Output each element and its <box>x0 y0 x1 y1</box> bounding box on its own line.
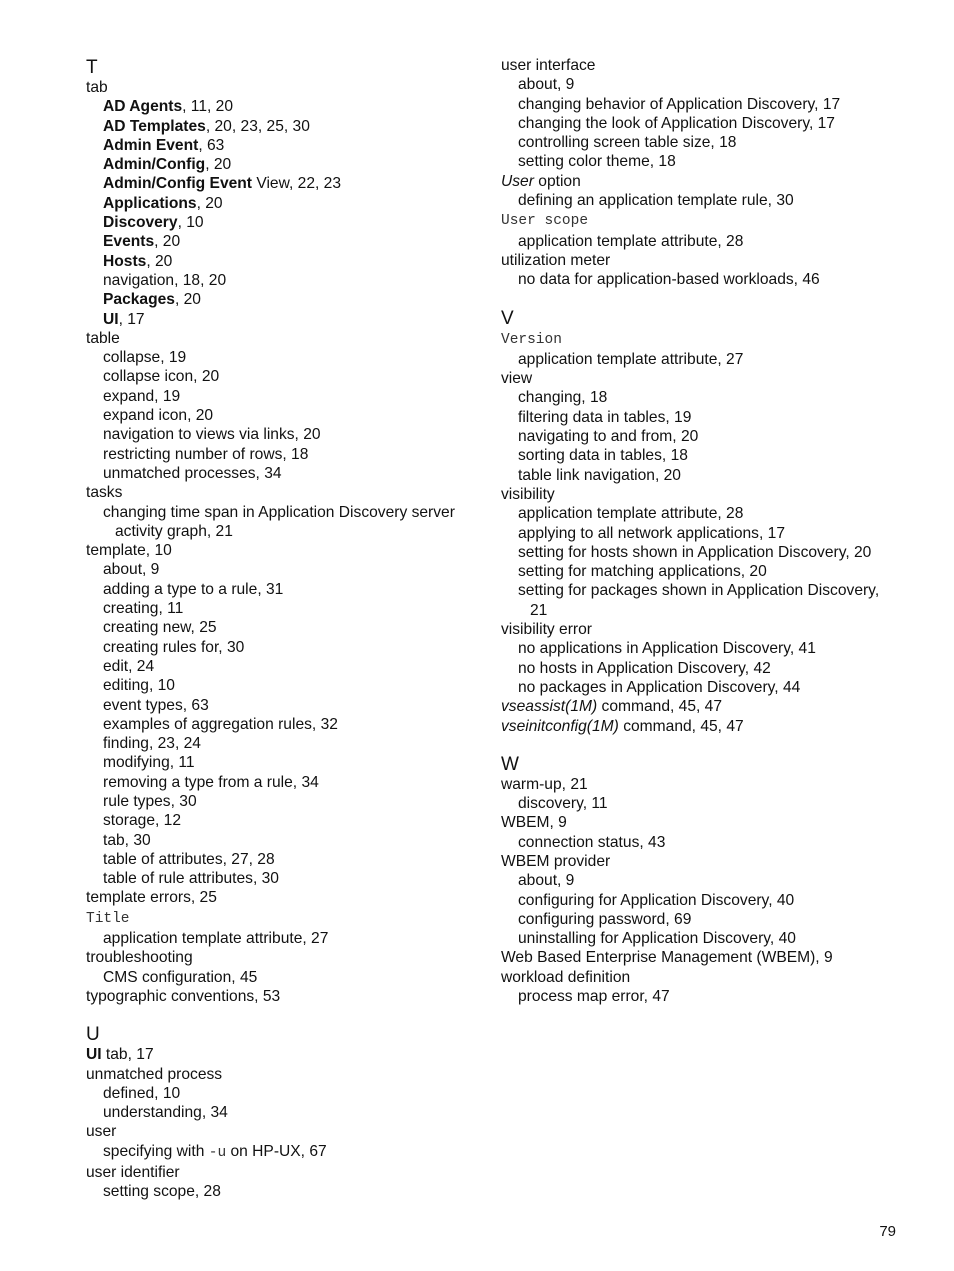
entry-text: changing, 18 <box>518 389 608 407</box>
entry-text: application template attribute, 27 <box>103 930 329 948</box>
entry-text: Web Based Enterprise Management (WBEM), 9 <box>501 949 833 967</box>
entry-text: filtering data in tables, 19 <box>518 408 692 426</box>
index-subterm <box>501 659 901 678</box>
index-term <box>501 369 901 388</box>
entry-text: configuring password, 69 <box>518 910 692 928</box>
entry-text: navigation, 18, 20 <box>103 271 227 289</box>
entry-text: vseinitconfig(1M) <box>501 717 619 735</box>
index-subterm <box>501 427 901 446</box>
entry-text: Discovery <box>103 214 178 232</box>
index-term <box>501 210 901 231</box>
index-term <box>501 968 901 987</box>
entry-text: UI <box>103 310 119 328</box>
entry-text: creating rules for, 30 <box>103 638 245 656</box>
entry-text: user <box>86 1123 117 1141</box>
entry-text: Admin/Config <box>103 156 206 174</box>
index-term <box>501 172 901 191</box>
entry-text: changing time span in Application Discovery server <box>103 503 455 521</box>
index-subterm <box>86 522 476 541</box>
index-subterm <box>501 891 901 910</box>
entry-text: UI <box>86 1046 102 1064</box>
index-term <box>86 78 476 97</box>
entry-text: edit, 24 <box>103 657 155 675</box>
page-number: 79 <box>879 1223 896 1240</box>
entry-text: table of attributes, 27, 28 <box>103 850 275 868</box>
index-subterm <box>501 524 901 543</box>
entry-text: tab <box>86 79 108 96</box>
entry-text: Admin/Config Event <box>103 175 253 193</box>
entry-text: application template attribute, 28 <box>518 232 744 250</box>
index-subterm <box>501 152 901 171</box>
index-subterm <box>501 191 901 210</box>
index-term <box>501 620 901 639</box>
entry-text: vseassist(1M) <box>501 698 598 716</box>
entry-text: WBEM provider <box>501 852 611 870</box>
entry-text: User <box>501 172 534 190</box>
entry-text: no applications in Application Discovery, 41 <box>518 640 816 658</box>
entry-text: uninstalling for Application Discovery, 40 <box>518 930 796 948</box>
entry-text: tasks <box>86 484 123 502</box>
index-column-right <box>501 56 901 1006</box>
index-subterm <box>86 290 476 309</box>
index-subterm <box>86 599 476 618</box>
index-subterm <box>501 678 901 697</box>
index-subterm <box>86 715 476 734</box>
entry-text: setting for packages shown in Application Discovery, <box>518 582 880 600</box>
entry-text: option <box>533 172 581 190</box>
index-subterm <box>86 1103 476 1122</box>
index-subterm <box>86 445 476 464</box>
entry-text: , 17 <box>118 310 145 328</box>
section-letter: T <box>86 57 98 78</box>
entry-text: understanding, 34 <box>103 1104 228 1122</box>
index-term <box>86 483 476 502</box>
index-term <box>86 1122 476 1141</box>
index-subterm <box>501 910 901 929</box>
index-term <box>501 251 901 270</box>
index-term <box>501 813 901 832</box>
index-term <box>86 987 476 1006</box>
entry-text: collapse icon, 20 <box>103 368 220 386</box>
index-subterm <box>501 871 901 890</box>
entry-text: view <box>501 370 533 388</box>
entry-text: setting scope, 28 <box>103 1183 221 1201</box>
index-subterm <box>501 95 901 114</box>
entry-text: specifying with <box>103 1142 209 1160</box>
index-subterm <box>86 792 476 811</box>
index-subterm <box>501 833 901 852</box>
index-term <box>501 775 901 794</box>
section-gap <box>86 1006 476 1023</box>
entry-text: command, 45, 47 <box>618 717 744 735</box>
entry-text: editing, 10 <box>103 677 175 695</box>
entry-text: collapse, 19 <box>103 349 187 367</box>
index-subterm <box>86 464 476 483</box>
entry-text: restricting number of rows, 18 <box>103 445 309 463</box>
entry-text: unmatched processes, 34 <box>103 464 282 482</box>
entry-text: expand icon, 20 <box>103 407 214 425</box>
index-subterm <box>501 504 901 523</box>
index-subterm <box>501 270 901 289</box>
entry-text: , 20 <box>205 156 232 174</box>
entry-text: no hosts in Application Discovery, 42 <box>518 659 771 677</box>
index-term <box>86 1065 476 1084</box>
index-subterm <box>86 136 476 155</box>
index-term <box>501 948 901 967</box>
index-subterm <box>86 831 476 850</box>
index-subterm <box>86 869 476 888</box>
index-subterm <box>501 408 901 427</box>
entry-text: visibility <box>501 485 555 503</box>
entry-text: Hosts <box>103 252 147 270</box>
entry-text: setting for hosts shown in Application Discovery, 20 <box>518 543 872 561</box>
index-subterm <box>86 850 476 869</box>
entry-text: application template attribute, 27 <box>518 350 744 368</box>
entry-text: process map error, 47 <box>518 988 670 1006</box>
entry-text: Title <box>86 910 130 927</box>
entry-text: -u <box>208 1144 227 1161</box>
index-subterm <box>501 543 901 562</box>
index-term <box>86 1163 476 1182</box>
index-subterm <box>86 310 476 329</box>
section-gap <box>501 736 901 753</box>
index-subterm <box>501 133 901 152</box>
entry-text: setting for matching applications, 20 <box>518 563 767 581</box>
entry-text: rule types, 30 <box>103 792 197 810</box>
index-term <box>501 697 901 716</box>
index-subterm <box>86 657 476 676</box>
index-subterm <box>86 968 476 987</box>
entry-text: 21 <box>530 601 548 619</box>
entry-text: controlling screen table size, 18 <box>518 134 737 152</box>
entry-text: creating, 11 <box>103 600 184 618</box>
entry-text: user identifier <box>86 1164 180 1182</box>
entry-text: navigating to and from, 20 <box>518 428 699 446</box>
entry-text: about, 9 <box>518 76 575 94</box>
entry-text: template, 10 <box>86 542 172 560</box>
index-subterm <box>86 503 476 522</box>
entry-text: examples of aggregation rules, 32 <box>103 715 338 733</box>
entry-text: Applications <box>103 194 197 212</box>
section-letter: V <box>501 307 514 329</box>
index-term <box>501 717 901 736</box>
index-subterm <box>86 232 476 251</box>
entry-text: about, 9 <box>518 872 575 890</box>
entry-text: workload definition <box>501 968 631 986</box>
index-subterm <box>501 232 901 251</box>
entry-text: , 20 <box>196 194 223 212</box>
index-subterm <box>86 1142 476 1163</box>
entry-text: modifying, 11 <box>103 754 195 772</box>
entry-text: typographic conventions, 53 <box>86 987 281 1005</box>
index-term <box>86 888 476 907</box>
entry-text: WBEM, 9 <box>501 814 567 832</box>
index-subterm <box>86 252 476 271</box>
entry-text: activity graph, 21 <box>115 522 233 540</box>
entry-text: View, 22, 23 <box>252 175 342 193</box>
entry-text: discovery, 11 <box>518 795 608 813</box>
entry-text: , 10 <box>177 214 204 232</box>
index-subterm <box>86 676 476 695</box>
entry-text: , 20 <box>154 233 181 251</box>
index-subterm <box>86 271 476 290</box>
entry-text: Packages <box>103 291 175 309</box>
index-term <box>501 852 901 871</box>
entry-text: finding, 23, 24 <box>103 735 201 753</box>
index-subterm <box>86 811 476 830</box>
index-subterm <box>86 1084 476 1103</box>
index-subterm <box>86 387 476 406</box>
index-subterm <box>86 753 476 772</box>
entry-text: defined, 10 <box>103 1084 181 1102</box>
entry-text: setting color theme, 18 <box>518 153 676 171</box>
entry-text: adding a type to a rule, 31 <box>103 580 284 598</box>
entry-text: table of rule attributes, 30 <box>103 870 279 888</box>
entry-text: changing behavior of Application Discovery, 17 <box>518 95 841 113</box>
entry-text: removing a type from a rule, 34 <box>103 773 319 791</box>
entry-text: table <box>86 329 120 347</box>
entry-text: visibility error <box>501 621 592 639</box>
index-subterm <box>501 581 901 600</box>
index-subterm <box>86 696 476 715</box>
entry-text: on HP-UX, 67 <box>226 1142 327 1160</box>
entry-text: User scope <box>501 213 589 230</box>
index-subterm <box>86 174 476 193</box>
index-term <box>501 329 901 350</box>
entry-text: event types, 63 <box>103 696 209 714</box>
index-subterm <box>86 580 476 599</box>
index-subterm <box>86 155 476 174</box>
index-term <box>501 485 901 504</box>
entry-text: Admin Event <box>103 136 199 154</box>
index-subterm <box>86 194 476 213</box>
entry-text: AD Agents <box>103 98 183 116</box>
entry-text: utilization meter <box>501 251 611 269</box>
index-subterm <box>86 348 476 367</box>
entry-text: tab, 30 <box>103 831 151 849</box>
entry-text: navigation to views via links, 20 <box>103 426 321 444</box>
entry-text: about, 9 <box>103 561 160 579</box>
entry-text: changing the look of Application Discovery, 17 <box>518 114 835 132</box>
index-subterm <box>501 987 901 1006</box>
entry-text: , 20, 23, 25, 30 <box>205 117 310 135</box>
index-subterm <box>86 425 476 444</box>
index-subterm <box>86 367 476 386</box>
entry-text: configuring for Application Discovery, 40 <box>518 891 795 909</box>
index-subterm <box>86 734 476 753</box>
index-subterm <box>501 466 901 485</box>
index-subterm <box>501 388 901 407</box>
section-gap <box>501 290 901 307</box>
entry-text: no data for application-based workloads, 46 <box>518 271 820 289</box>
entry-text: storage, 12 <box>103 812 182 830</box>
entry-text: , 20 <box>146 252 173 270</box>
entry-text: warm-up, 21 <box>501 775 588 793</box>
entry-text: AD Templates <box>103 117 206 135</box>
entry-text: Version <box>501 331 562 348</box>
index-subterm <box>86 117 476 136</box>
entry-text: unmatched process <box>86 1065 223 1083</box>
index-subterm <box>86 213 476 232</box>
index-subterm <box>86 406 476 425</box>
index-subterm <box>86 638 476 657</box>
index-subterm <box>501 446 901 465</box>
entry-text: defining an application template rule, 30 <box>518 192 794 210</box>
entry-text: application template attribute, 28 <box>518 505 744 523</box>
index-subterm <box>501 350 901 369</box>
index-term <box>86 908 476 929</box>
index-subterm <box>86 560 476 579</box>
index-subterm <box>501 929 901 948</box>
index-subterm <box>86 773 476 792</box>
entry-text: table link navigation, 20 <box>518 466 681 484</box>
entry-text: creating new, 25 <box>103 619 217 637</box>
entry-text: expand, 19 <box>103 387 181 405</box>
entry-text: command, 45, 47 <box>597 698 723 716</box>
entry-text: CMS configuration, 45 <box>103 968 258 986</box>
section-letter: W <box>501 753 519 775</box>
index-term <box>501 56 901 75</box>
entry-text: user interface <box>501 57 596 74</box>
index-subterm <box>501 75 901 94</box>
index-term <box>86 541 476 560</box>
index-subterm <box>86 97 476 116</box>
entry-text: no packages in Application Discovery, 44 <box>518 678 801 696</box>
index-column-left <box>86 56 476 1202</box>
index-term <box>86 329 476 348</box>
index-subterm <box>501 562 901 581</box>
entry-text: template errors, 25 <box>86 889 217 907</box>
entry-text: connection status, 43 <box>518 833 666 851</box>
entry-text: tab, 17 <box>101 1046 154 1064</box>
entry-text: applying to all network applications, 17 <box>518 524 785 542</box>
entry-text: sorting data in tables, 18 <box>518 447 688 465</box>
entry-text: , 63 <box>198 136 225 154</box>
entry-text: troubleshooting <box>86 949 193 967</box>
entry-text: , 20 <box>174 291 201 309</box>
index-subterm <box>86 929 476 948</box>
index-term <box>86 948 476 967</box>
entry-text: , 11, 20 <box>182 98 234 116</box>
index-subterm <box>501 794 901 813</box>
index-subterm <box>501 114 901 133</box>
entry-text: Events <box>103 233 155 251</box>
index-subterm <box>86 618 476 637</box>
index-subterm <box>86 1182 476 1201</box>
index-term <box>86 1045 476 1064</box>
section-letter: U <box>86 1024 100 1046</box>
index-subterm <box>501 639 901 658</box>
index-subterm <box>501 601 901 620</box>
